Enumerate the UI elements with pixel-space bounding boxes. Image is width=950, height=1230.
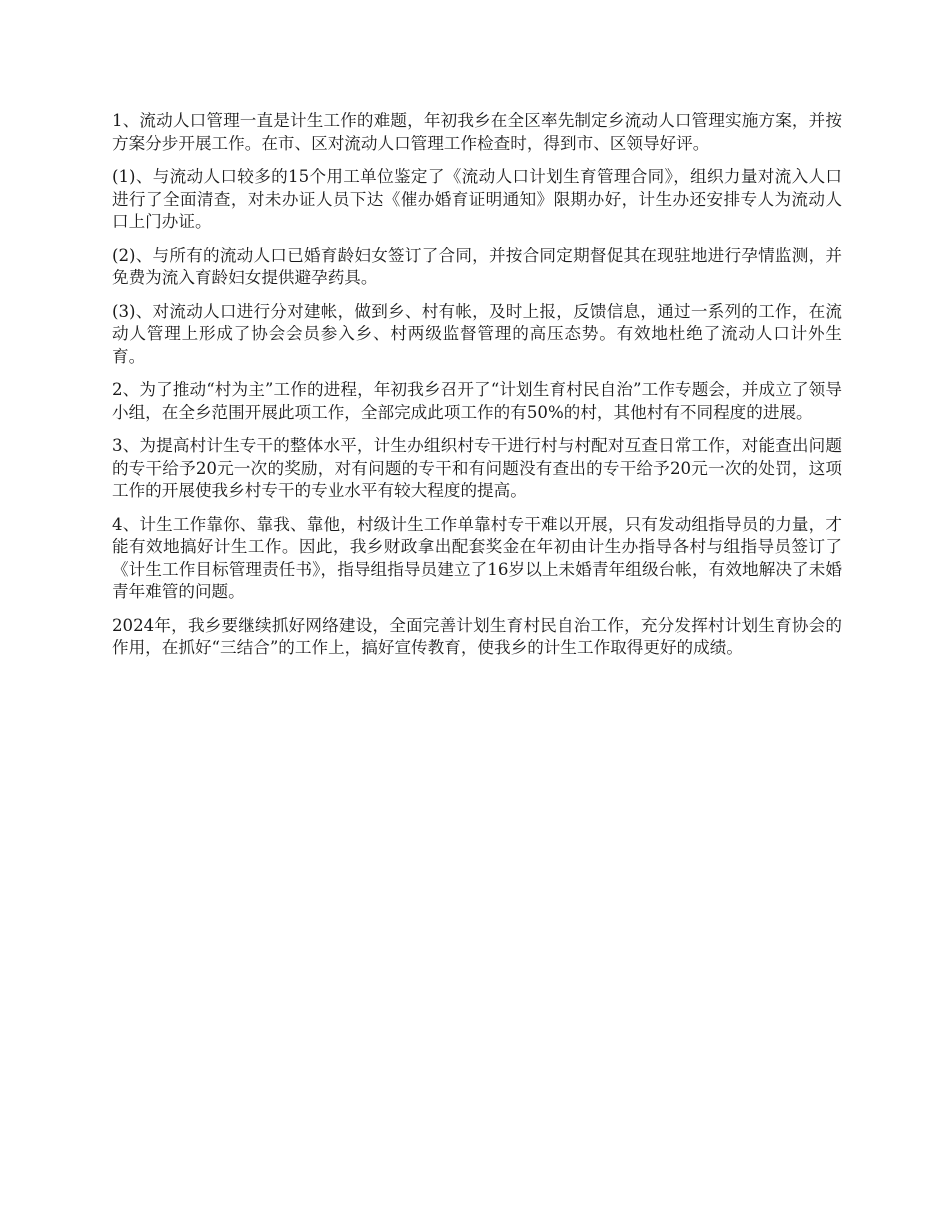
paragraph-1-sub-1: (1)、与流动人口较多的15个用工单位鉴定了《流动人口计划生育管理合同》，组织力量对流入人口进行了全面清查，对未办证人员下达《催办婚育证明通知》限期办好，计生办还安排专人为流动人口上门办证。 xyxy=(112,167,842,231)
paragraph-1-sub-2: (2)、与所有的流动人口已婚育龄妇女签订了合同，并按合同定期督促其在现驻地进行孕情监测，并免费为流入育龄妇女提供避孕药具。 xyxy=(112,245,842,287)
paragraph-plan-2024: 2024年，我乡要继续抓好网络建设，全面完善计划生育村民自治工作，充分发挥村计划生育协会的作用，在抓好“三结合”的工作上，搞好宣传教育，使我乡的计生工作取得更好的成绩。 xyxy=(112,615,842,657)
paragraph-2: 2、为了推动“村为主”工作的进程，年初我乡召开了“计划生育村民自治”工作专题会，并成立了领导小组，在全乡范围开展此项工作，全部完成此项工作的有50%的村，其他村有不同程度的进展。 xyxy=(112,380,842,422)
paragraph-1: 1、流动人口管理一直是计生工作的难题，年初我乡在全区率先制定乡流动人口管理实施方案，并按方案分步开展工作。在市、区对流动人口管理工作检查时，得到市、区领导好评。 xyxy=(112,111,842,153)
paragraph-4: 4、计生工作靠你、靠我、靠他，村级计生工作单靠村专干难以开展，只有发动组指导员的力量，才能有效地搞好计生工作。因此，我乡财政拿出配套奖金在年初由计生办指导各村与组指导员签订了《计生工作目标管理责任书》，指导组指导员建立了16岁以上未婚青年组级台帐，有效地解决了未婚青年难管的问题。 xyxy=(112,514,842,601)
paragraph-3: 3、为提高村计生专干的整体水平，计生办组织村专干进行村与村配对互查日常工作，对能查出问题的专干给予20元一次的奖励，对有问题的专干和有问题没有查出的专干给予20元一次的处罚，这项工作的开展使我乡村专干的专业水平有较大程度的提高。 xyxy=(112,436,842,500)
document-body xyxy=(112,110,842,671)
paragraph-1-sub-3: (3)、对流动人口进行分对建帐，做到乡、村有帐，及时上报，反馈信息，通过一系列的工作，在流动人管理上形成了协会会员参入乡、村两级监督管理的高压态势。有效地杜绝了流动人口计外生育。 xyxy=(112,301,842,366)
